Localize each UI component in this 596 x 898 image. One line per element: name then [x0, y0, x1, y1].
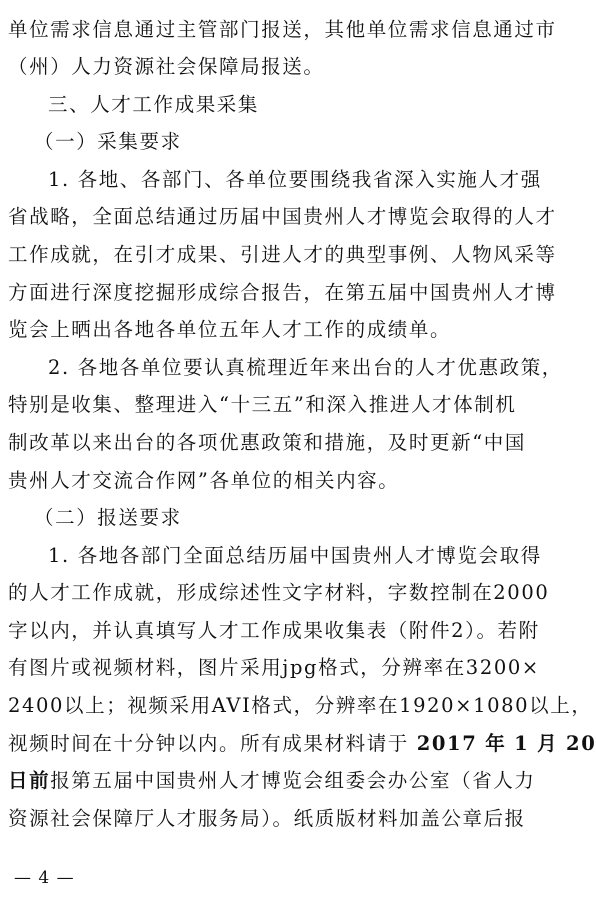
text-line: 1. 各地、各部门、各单位要围绕我省深入实施人才强 — [48, 168, 542, 191]
text-line: 特别是收集、整理进入“十三五”和深入推进人才体制机 — [8, 393, 517, 416]
text-line: 单位需求信息通过主管部门报送，其他单位需求信息通过市 — [8, 18, 557, 41]
subsection-heading: （二）报送要求 — [34, 506, 182, 529]
text-segment: 视频时间在十分钟以内。所有成果材料请于 — [8, 732, 409, 755]
text-segment: 报第五届中国贵州人才博览会组委会办公室（省人力 — [50, 769, 536, 792]
deadline-month-char: 月 — [537, 732, 559, 755]
text-line: 2. 各地各单位要认真梳理近年来出台的人才优惠政策， — [48, 356, 563, 379]
text-line: 资源社会保障厅人才服务局）。纸质版材料加盖公章后报 — [8, 807, 526, 830]
subsection-heading: （一）采集要求 — [34, 130, 182, 153]
text-line: （州）人力资源社会保障局报送。 — [8, 55, 325, 78]
text-line: 省战略，全面总结通过历届中国贵州人才博览会取得的人才 — [8, 205, 557, 228]
text-line: 贵州人才交流合作网”各单位的相关内容。 — [8, 469, 400, 492]
deadline-month: 1 — [514, 732, 530, 755]
page-number: — 4 — — [14, 868, 75, 888]
text-line: 字以内，并认真填写人才工作成果收集表（附件2）。若附 — [8, 619, 540, 642]
text-line: 方面进行深度挖掘形成综合报告，在第五届中国贵州人才博 — [8, 281, 557, 304]
deadline-day: 20 — [566, 732, 596, 755]
deadline-year-char: 年 — [485, 732, 507, 755]
text-line: 2400以上；视频采用AVI格式，分辨率在1920×1080以上， — [8, 694, 593, 717]
deadline-year: 2017 — [416, 732, 478, 755]
text-line — [8, 765, 588, 793]
deadline-suffix: 日前 — [8, 769, 51, 792]
text-line: 工作成就，在引才成果、引进人才的典型事例、人物风采等 — [8, 243, 557, 266]
text-line: 览会上晒出各地各单位五年人才工作的成绩单。 — [8, 318, 452, 341]
text-line: 的人才工作成就，形成综述性文字材料，字数控制在2000 — [8, 581, 550, 604]
text-line: 有图片或视频材料，图片采用jpg格式，分辨率在3200× — [8, 656, 540, 679]
text-line — [8, 728, 596, 756]
text-line: 制改革以来出台的各项优惠政策和措施，及时更新“中国 — [8, 431, 526, 454]
section-heading: 三、人才工作成果采集 — [48, 93, 260, 116]
text-line: 1. 各地各部门全面总结历届中国贵州人才博览会取得 — [48, 544, 542, 567]
